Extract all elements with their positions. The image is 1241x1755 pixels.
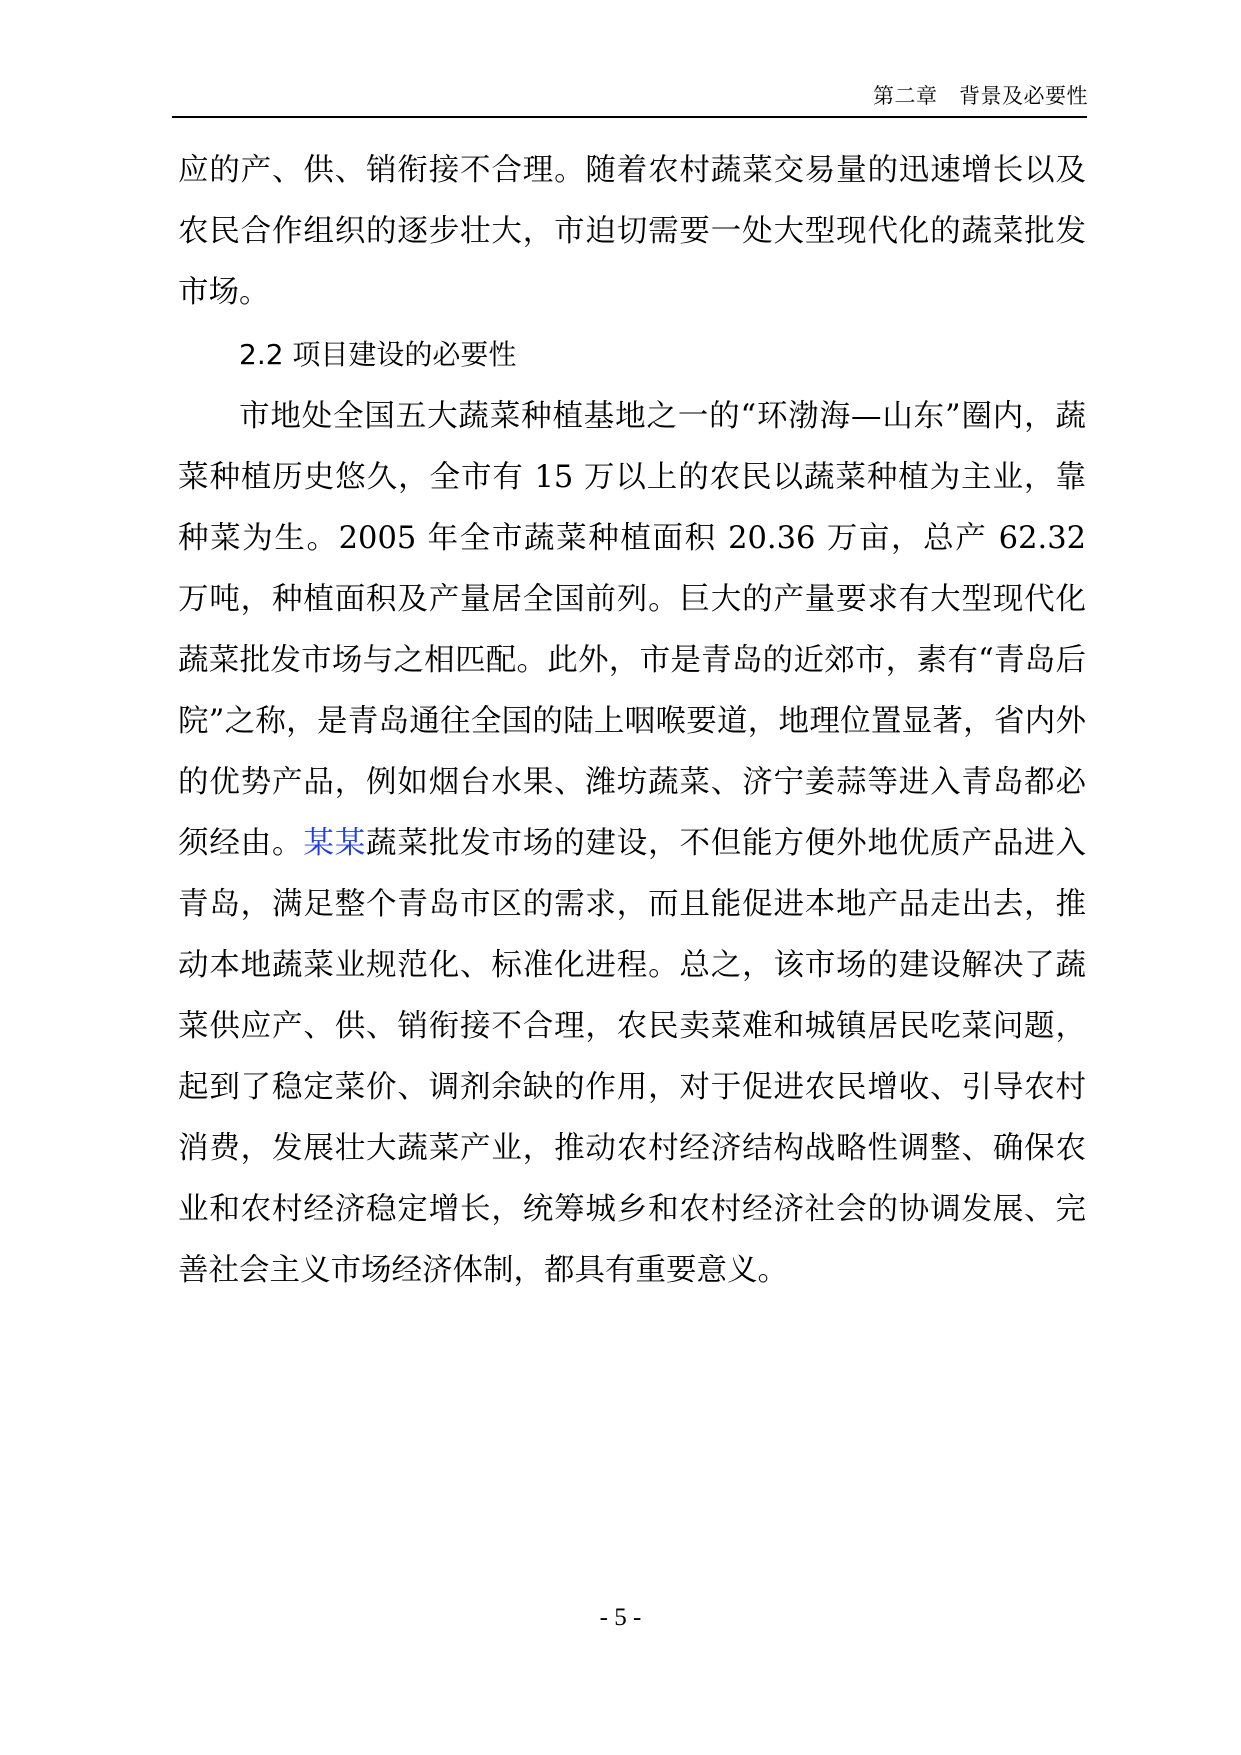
page-number: - 5 - bbox=[599, 1604, 642, 1631]
paragraph-text: 蔬菜批发市场的建设，不但能方便外地优质产品进入青岛，满足整个青岛市区的需求，而且能促进本地产品走出去，推动本地蔬菜业规范化、标准化进程。总之，该市场的建设解决了蔬菜供应产、供、销衔接不合理，农民卖菜难和城镇居民吃菜问题，起到了稳定菜价、调剂余缺的作用，对于促进农民增收、引导农村消费，发展壮大蔬菜产业，推动农村经济结构战略性调整、确保农业和农村经济稳定增长，统筹城乡和农村经济社会的协调发展、完善社会主义市场经济体制，都具有重要意义。 bbox=[178, 826, 1087, 1288]
paragraph-text: 市地处全国五大蔬菜种植基地之一的“环渤海—山东”圈内，蔬菜种植历史悠久，全市有 15 万以上的农民以蔬菜种植为主业，靠种菜为生。2005 年全市蔬菜种植面积 20.36 万亩，总产 62.32 万吨，种植面积及产量居全国前列。巨大的产量要求有大型现代化蔬菜批发市场与之相匹配。此外，市是青岛的近郊市，素有“青岛后院”之称，是青岛通往全国的陆上咽喉要道，地理位置显著，省内外的优势产品，例如烟台水果、潍坊蔬菜、济宁姜蒜等进入青岛都必须经由。 bbox=[178, 399, 1086, 861]
highlighted-placeholder-text: 某某 bbox=[303, 826, 367, 861]
header-rule bbox=[172, 116, 1087, 118]
paragraph-necessity bbox=[178, 386, 1086, 1301]
running-header: 第二章 背景及必要性 bbox=[873, 84, 1088, 108]
paragraph-continuation: 应的产、供、销衔接不合理。随着农村蔬菜交易量的迅速增长以及农民合作组织的逐步壮大，市迫切需要一处大型现代化的蔬菜批发市场。 bbox=[178, 153, 1086, 310]
page-body bbox=[178, 140, 1086, 1301]
section-heading: 2.2 项目建设的必要性 bbox=[239, 338, 517, 371]
